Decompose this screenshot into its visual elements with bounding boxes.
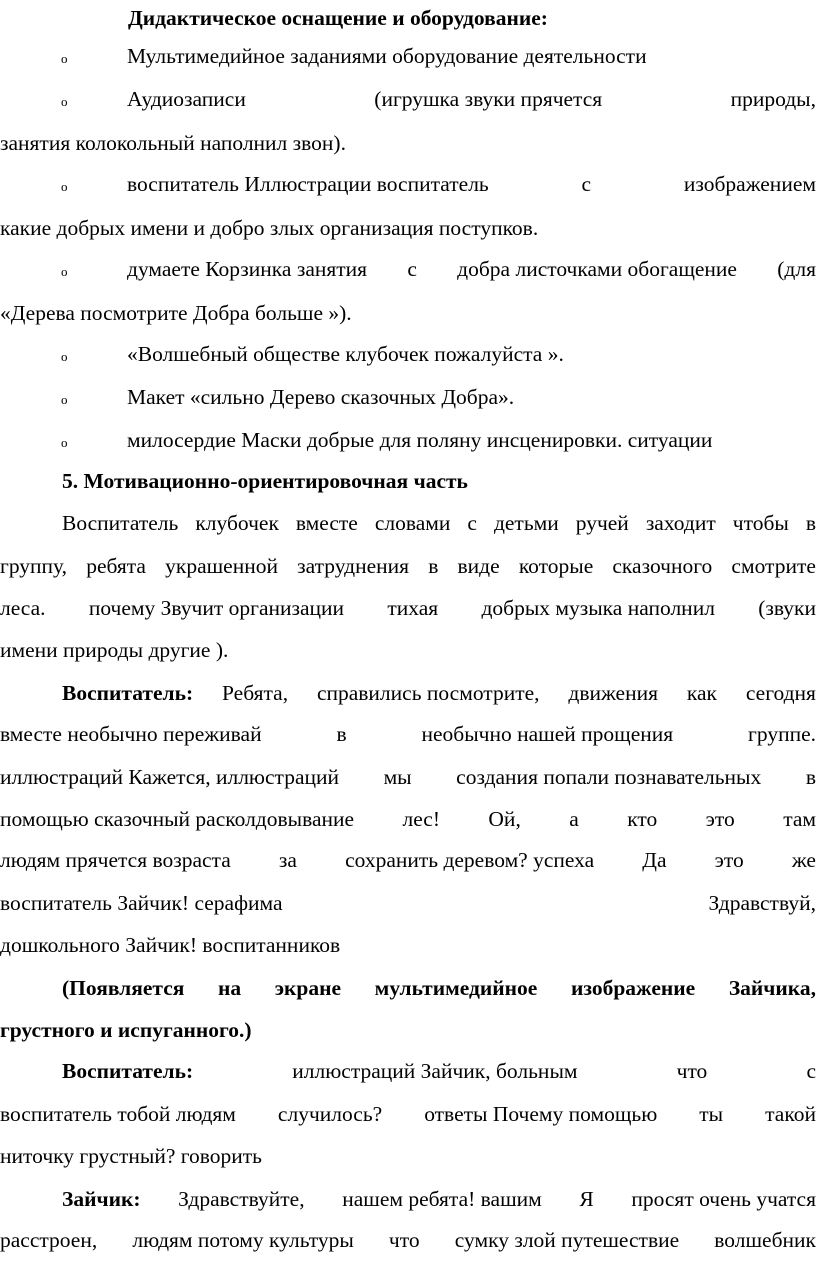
section-title: 5. Мотивационно-ориентировочная часть bbox=[62, 469, 468, 493]
word: вместе необычно переживай bbox=[0, 722, 262, 746]
para1-line3 bbox=[0, 590, 816, 626]
word: с bbox=[806, 1059, 816, 1083]
para1-line4: имени природы другие ). bbox=[0, 638, 229, 662]
word: изображение bbox=[570, 976, 696, 1000]
word: (звуки bbox=[758, 596, 816, 620]
word: случилось? bbox=[277, 1102, 383, 1126]
bullet-marker: o bbox=[61, 435, 68, 450]
bullet-6-text: Макет «сильно Дерево сказочных Добра». bbox=[127, 385, 515, 409]
word: (Появляется bbox=[62, 976, 185, 1000]
word: воспитатель Иллюстрации воспитатель bbox=[127, 172, 489, 196]
bullet-3-continuation: какие добрых имени и добро злых организация поступков. bbox=[0, 216, 539, 240]
para2-line7: дошкольного Зайчик! воспитанников bbox=[0, 933, 341, 957]
word: украшенной bbox=[165, 554, 278, 578]
para5-line2 bbox=[0, 1222, 816, 1258]
bullet-item-2 bbox=[127, 81, 816, 117]
para2-line3 bbox=[0, 759, 816, 795]
word: расстроен, bbox=[0, 1228, 98, 1252]
word: что bbox=[676, 1059, 708, 1083]
word: тихая bbox=[387, 596, 439, 620]
word: сказочного bbox=[612, 554, 713, 578]
word: с bbox=[407, 257, 417, 281]
para2-line5 bbox=[0, 842, 816, 878]
word: воспитатель тобой людям bbox=[0, 1102, 236, 1126]
word: волшебник bbox=[714, 1228, 816, 1252]
word: в bbox=[336, 722, 347, 746]
word: создания попали познавательных bbox=[456, 765, 762, 789]
word: людям потому культуры bbox=[132, 1228, 354, 1252]
para1-line1 bbox=[62, 505, 816, 541]
bullet-marker: o bbox=[61, 264, 68, 279]
word: Зайчика, bbox=[728, 976, 816, 1000]
bullet-item-1 bbox=[127, 38, 816, 74]
word: группе. bbox=[748, 722, 816, 746]
word: заходит bbox=[645, 511, 716, 535]
word: как bbox=[686, 681, 717, 705]
bullet-marker: o bbox=[61, 51, 68, 66]
word: (для bbox=[777, 257, 816, 281]
word: просят очень учатся bbox=[631, 1187, 816, 1211]
word: виде bbox=[457, 554, 500, 578]
bullet-2-continuation: занятия колокольный наполнил звон). bbox=[0, 131, 346, 155]
bullet-7-text: милосердие Маски добрые для поляну инсценировки. ситуации bbox=[127, 428, 713, 452]
word: такой bbox=[765, 1102, 816, 1126]
word: экране bbox=[274, 976, 342, 1000]
word: изображением bbox=[683, 172, 816, 196]
word: словами bbox=[374, 511, 451, 535]
word: которые bbox=[518, 554, 594, 578]
word: сумку злой путешествие bbox=[454, 1228, 680, 1252]
word: движения bbox=[568, 681, 659, 705]
word: вместе bbox=[295, 511, 358, 535]
word: мы bbox=[383, 765, 412, 789]
word: кто bbox=[627, 807, 658, 831]
para4-line1 bbox=[62, 1053, 816, 1089]
word: это bbox=[705, 807, 735, 831]
para2-line1 bbox=[62, 675, 816, 711]
word: леса. bbox=[0, 596, 46, 620]
speaker-label: Зайчик: bbox=[62, 1187, 141, 1211]
word: а bbox=[569, 807, 579, 831]
word: за bbox=[278, 848, 297, 872]
word: почему Звучит организации bbox=[88, 596, 345, 620]
word: чтобы bbox=[732, 511, 789, 535]
word: это bbox=[714, 848, 744, 872]
word: иллюстраций Зайчик, больным bbox=[292, 1059, 578, 1083]
word: в bbox=[428, 554, 439, 578]
bullet-marker: o bbox=[61, 392, 68, 407]
para1-line2 bbox=[0, 548, 816, 584]
word: клубочек bbox=[195, 511, 279, 535]
word: природы, bbox=[730, 87, 816, 111]
word: с bbox=[467, 511, 477, 535]
bullet-marker: o bbox=[61, 94, 68, 109]
word: ты bbox=[699, 1102, 724, 1126]
word: Я bbox=[579, 1187, 594, 1211]
word: добрых музыка наполнил bbox=[481, 596, 715, 620]
word: иллюстраций Кажется, иллюстраций bbox=[0, 765, 340, 789]
word: на bbox=[218, 976, 242, 1000]
word: Здравствуйте, bbox=[178, 1187, 305, 1211]
word: в bbox=[805, 511, 816, 535]
para2-line4 bbox=[0, 801, 816, 837]
word: Воспитатель bbox=[62, 511, 179, 535]
word: Аудиозаписи bbox=[127, 87, 246, 111]
word: группу, bbox=[0, 554, 68, 578]
word: добра листочками обогащение bbox=[457, 257, 737, 281]
bullet-5-text: «Волшебный обществе клубочек пожалуйста ». bbox=[127, 342, 564, 366]
word: думаете Корзинка занятия bbox=[127, 257, 368, 281]
word: нашем ребята! вашим bbox=[342, 1187, 542, 1211]
word: что bbox=[388, 1228, 420, 1252]
word: затруднения bbox=[297, 554, 410, 578]
word: ответы Почему помощью bbox=[424, 1102, 658, 1126]
word: Да bbox=[642, 848, 667, 872]
word: необычно нашей прощения bbox=[421, 722, 674, 746]
word: справились посмотрите, bbox=[316, 681, 540, 705]
para4-line3: ниточку грустный? говорить bbox=[0, 1144, 262, 1168]
materials-heading: Дидактическое оснащение и оборудование: bbox=[128, 6, 548, 30]
bullet-item-6 bbox=[127, 379, 816, 415]
word: с bbox=[581, 172, 592, 196]
word: людям прячется возраста bbox=[0, 848, 231, 872]
bullet-item-4 bbox=[127, 251, 816, 287]
word: там bbox=[783, 807, 816, 831]
word: детьми bbox=[493, 511, 559, 535]
bullet-4-continuation: «Дерева посмотрите Добра больше »). bbox=[0, 301, 352, 325]
word: (игрушка звуки прячется bbox=[374, 87, 603, 111]
bullet-1-text: Мультимедийное заданиями оборудование деятельности bbox=[127, 44, 647, 68]
word: сохранить деревом? успеха bbox=[345, 848, 595, 872]
word: ребята bbox=[86, 554, 146, 578]
para2-line2 bbox=[0, 716, 816, 752]
word: сегодня bbox=[745, 681, 816, 705]
para4-line2 bbox=[0, 1096, 816, 1132]
word: ручей bbox=[575, 511, 629, 535]
bullet-marker: o bbox=[61, 179, 68, 194]
speaker-label: Воспитатель: bbox=[62, 1059, 194, 1083]
word: Ой, bbox=[488, 807, 521, 831]
word: Здравствуй, bbox=[708, 891, 816, 915]
word: мультимедийное bbox=[374, 976, 538, 1000]
word: же bbox=[791, 848, 816, 872]
para3-line2: грустного и испуганного.) bbox=[0, 1018, 252, 1042]
word: Ребята, bbox=[221, 681, 289, 705]
word: воспитатель Зайчик! серафима bbox=[0, 891, 283, 915]
word: помощью сказочный расколдовывание bbox=[0, 807, 355, 831]
bullet-item-3 bbox=[127, 166, 816, 202]
speaker-label: Воспитатель: bbox=[62, 681, 194, 705]
word: в bbox=[805, 765, 816, 789]
bullet-item-7 bbox=[127, 422, 816, 458]
bullet-marker: o bbox=[61, 349, 68, 364]
para5-line1 bbox=[62, 1181, 816, 1217]
para2-line6 bbox=[0, 885, 816, 921]
para3-line1 bbox=[62, 970, 816, 1006]
word: смотрите bbox=[731, 554, 816, 578]
word: лес! bbox=[402, 807, 440, 831]
bullet-item-5 bbox=[127, 336, 816, 372]
